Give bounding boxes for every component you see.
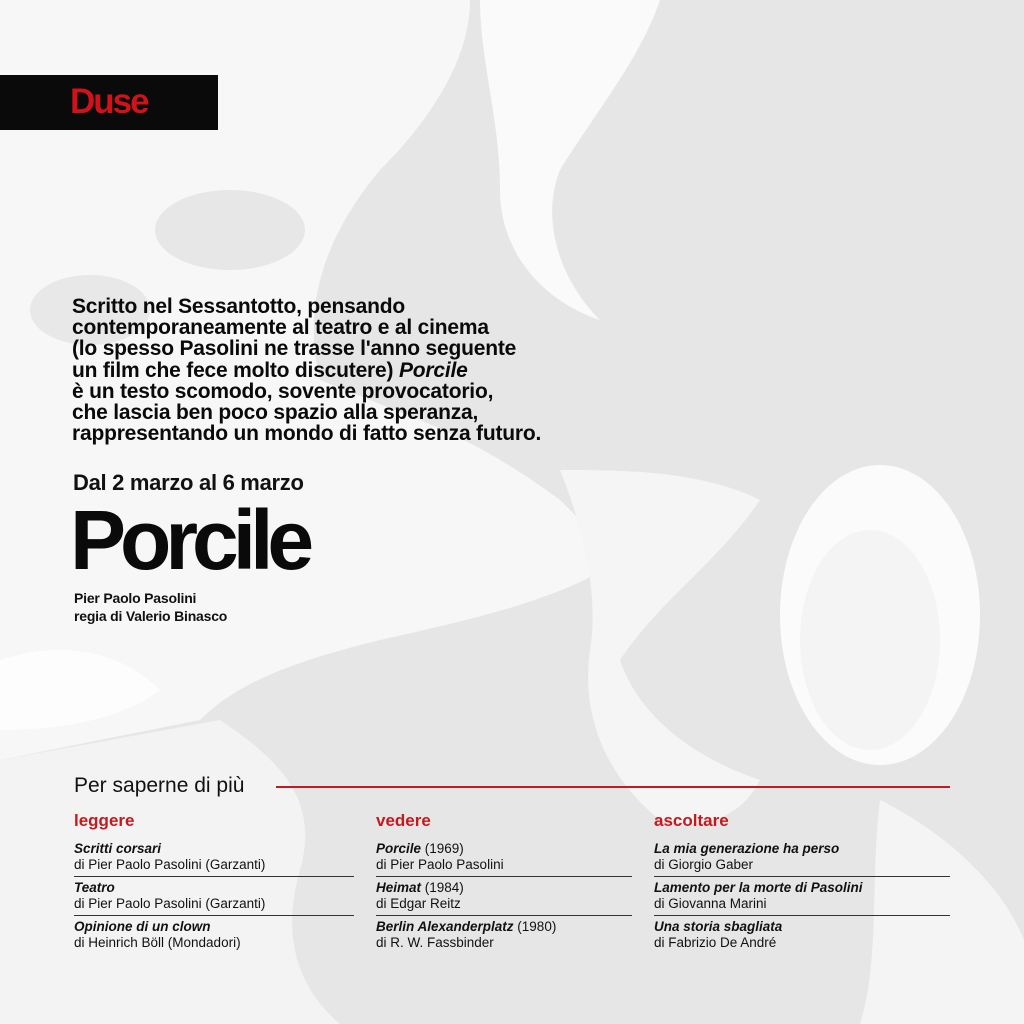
show-credits	[74, 589, 227, 625]
list-item: Lamento per la morte di Pasolini di Giovanna Marini	[654, 877, 950, 916]
list-item: Opinione di un clown di Heinrich Böll (Mondadori)	[74, 919, 241, 950]
column-vedere	[376, 810, 632, 954]
intro-line: che lascia ben poco spazio alla speranza,	[72, 401, 479, 425]
intro-italic-title: Porcile	[398, 358, 468, 382]
more-section-title: Per saperne di più	[74, 774, 245, 797]
more-section-rule	[276, 786, 950, 788]
intro-text	[72, 296, 692, 444]
intro-line: rappresentando un mondo di fatto senza futuro.	[72, 422, 542, 446]
duse-logo: Duse	[70, 82, 148, 121]
column-leggere	[74, 810, 354, 954]
column-ascoltare	[654, 810, 950, 954]
intro-line: un film che fece molto discutere) Porcile	[72, 358, 468, 382]
show-dates: Dal 2 marzo al 6 marzo	[73, 470, 304, 495]
column-heading: ascoltare	[654, 811, 729, 830]
list-item: Heimat (1984) di Edgar Reitz	[376, 877, 632, 916]
show-director: regia di Valerio Binasco	[74, 608, 228, 624]
list-item: Berlin Alexanderplatz (1980) di R. W. Fassbinder	[376, 919, 557, 950]
intro-line: contemporaneamente al teatro e al cinema	[72, 316, 489, 340]
intro-line: è un testo scomodo, sovente provocatorio,	[72, 379, 494, 403]
show-author: Pier Paolo Pasolini	[74, 590, 197, 606]
list-item: Porcile (1969) di Pier Paolo Pasolini	[376, 838, 632, 877]
list-item: Teatro di Pier Paolo Pasolini (Garzanti)	[74, 877, 354, 916]
list-item: Una storia sbagliata di Fabrizio De André	[654, 919, 783, 950]
intro-line: (lo spesso Pasolini ne trasse l'anno seguente	[72, 337, 517, 361]
column-heading: leggere	[74, 811, 135, 830]
intro-line: Scritto nel Sessantotto, pensando	[72, 295, 405, 318]
list-item: Scritti corsari di Pier Paolo Pasolini (Garzanti)	[74, 838, 354, 877]
show-title: Porcile	[70, 493, 309, 587]
column-heading: vedere	[376, 811, 431, 830]
list-item: La mia generazione ha perso di Giorgio Gaber	[654, 838, 950, 877]
